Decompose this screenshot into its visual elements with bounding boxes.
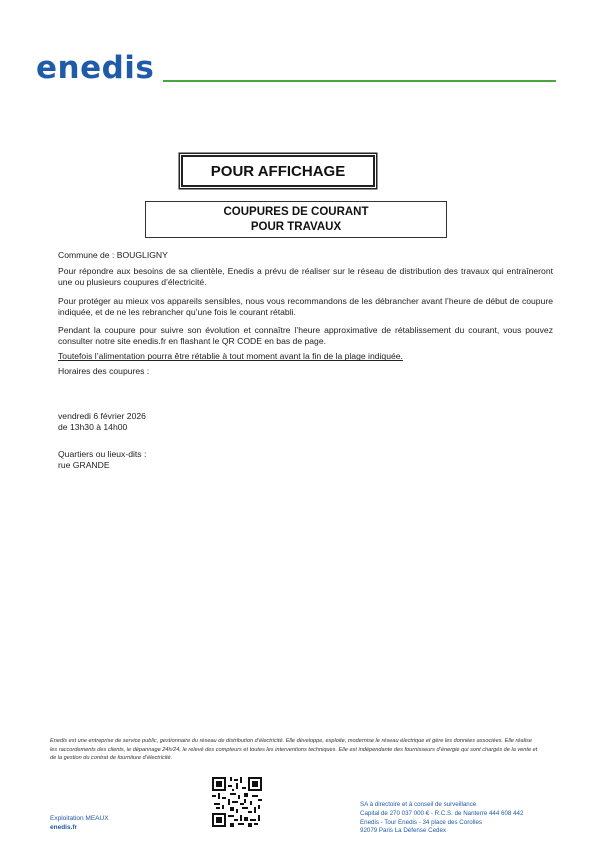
commune-line: Commune de : BOUGLIGNY <box>58 250 168 260</box>
footer-note: Enedis est une entreprise de service public, gestionnaire du réseau de distribution d’électricité. Elle développe, exploite, modernise le réseau électrique et gère les données associées. Elle réalise les raccordements des clients, le dépannage 24h/24, le relevé des compteurs et toutes les interventions techniques. Elle est indépendante des fournisseurs d’énergie qui sont chargés de la vente et de la gestion du contrat de fourniture d’électricité. <box>50 738 538 761</box>
exploitation-label: Exploitation MEAUX <box>50 815 109 822</box>
paragraph-1: Pour répondre aux besoins de sa clientèle, Enedis a prévu de réaliser sur le réseau de distribution des travaux qui entraîneront une ou plusieurs coupures d’électricité. <box>58 266 553 288</box>
company-line-4: 92079 Paris La Défense Cedex <box>360 827 446 835</box>
coupure-date: vendredi 6 février 2026 <box>58 411 146 421</box>
pour-affichage-label: POUR AFFICHAGE <box>210 162 346 180</box>
site-link[interactable]: enedis.fr <box>50 824 78 831</box>
company-line-1: SA à directoire et à conseil de surveillance <box>360 801 477 808</box>
coupures-line2: POUR TRAVAUX <box>250 221 342 233</box>
notice-body <box>58 250 553 384</box>
quartiers-label: Quartiers ou lieux-dits : <box>58 449 147 459</box>
restore-notice: Toutefois l’alimentation pourra être rétablie à tout moment avant la fin de la plage indiquée. <box>58 351 403 362</box>
paragraph-3: Pendant la coupure pour suivre son évolution et connaître l’heure approximative de rétablissement du courant, vous pouvez consulter notre site enedis.fr en flashant le QR CODE en bas de page. <box>58 325 553 347</box>
horaires-label: Horaires des coupures : <box>58 365 150 376</box>
company-info <box>360 801 523 836</box>
coupure-time: de 13h30 à 14h00 <box>58 422 128 432</box>
coupures-line1: COUPURES DE COURANT <box>223 206 369 218</box>
exploitation-block <box>50 814 109 832</box>
logo-underline <box>163 80 556 82</box>
pour-affichage-title <box>181 155 375 187</box>
coupures-title-box <box>145 201 447 238</box>
company-line-2: Capital de 270 037 000 € - R.C.S. de Nanterre 444 608 442 <box>360 809 524 817</box>
qr-code-icon[interactable] <box>212 777 262 827</box>
company-line-3: Enedis - Tour Enedis - 34 place des Corolles <box>360 818 482 826</box>
paragraph-2: Pour protéger au mieux vos appareils sensibles, nous vous recommandons de les débrancher avant l’heure de début de coupure indiquée, et de ne les rebrancher qu’une fois le courant rétabli. <box>58 295 553 317</box>
enedis-logo: enedis <box>36 50 155 86</box>
quartier-value: rue GRANDE <box>58 460 110 470</box>
